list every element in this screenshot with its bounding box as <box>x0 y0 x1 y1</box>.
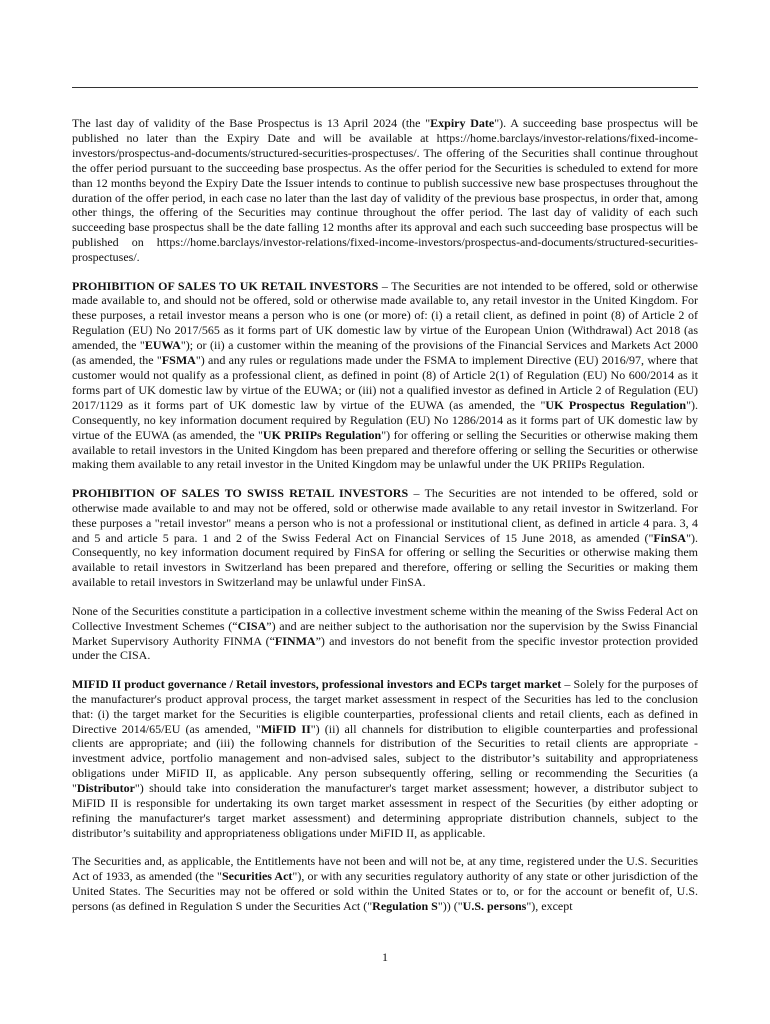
defined-term: MIFID II product governance / Retail investors, professional investors and ECPs target market <box>72 676 562 691</box>
text-run: The Securities and, as applicable, the Entitlements have not been and will not be, at any time, registered under the U.S. Securities Act of 1933, as amended (the " <box>72 854 698 884</box>
paragraph-securities-act <box>72 854 698 914</box>
text-run: ”) and investors do not benefit from the specific investor protection provided under the CISA. <box>72 633 698 663</box>
text-run: – Solely for the purposes of the manufacturer's product approval process, the target market assessment in respect of the Securities has led to the conclusion that: (i) the target market for the Securities is eligible counterparties, professional clients and retail clients, each as defined in Directive 2014/65/EU (as amended, " <box>72 676 698 736</box>
text-run: ") for offering or selling the Securities or otherwise making them available to retail investors in the United Kingdom has been prepared and therefore offering or selling the Securities or otherwise making them available to any retail investor in the United Kingdom may be unlawful under the UK PRIIPs Regulation. <box>72 427 698 472</box>
text-run: ") (ii) all channels for distribution to eligible counterparties and professional clients are appropriate; and (iii) the following channels for distribution of the Securities to retail clients are appropriate - investment advice, portfolio management and non-advised sales, subject to the distributor’s suitability and appropriateness obligations under MiFID II, as applicable. Any person subsequently offering, selling or recommending the Securities (a " <box>72 721 698 796</box>
text-run: None of the Securities constitute a participation in a collective investment scheme within the meaning of the Swiss Federal Act on Collective Investment Schemes (“ <box>72 603 698 633</box>
text-run: ") and any rules or regulations made under the FSMA to implement Directive (EU) 2016/97, where that customer would not qualify as a professional client, as defined in point (8) of Article 2(1) of Regulation (EU) No 600/2014 as it forms part of UK domestic law by virtue of the EUWA; or (iii) not a qualified investor as defined in Article 2 of Regulation (EU) 2017/1129 as it forms part of UK domestic law by virtue of the EUWA (as amended, the " <box>72 353 699 412</box>
defined-term: FINMA <box>274 633 316 648</box>
defined-term: EUWA <box>144 338 181 353</box>
text-run: – The Securities are not intended to be offered, sold or otherwise made available to, and should not be offered, sold or otherwise made available to, any retail investor in the United Kingdom. For these purposes, a retail investor means a person who is one (or more) of: (i) a retail client, as defined in point (8) of Article 2 of Regulation (EU) No 2017/565 as it forms part of UK domestic law by virtue of the European Union (Withdrawal) Act 2018 (as amended, the " <box>72 278 698 353</box>
text-run: "), or with any securities regulatory authority of any state or other jurisdiction of the United States. The Securities may not be offered or sold within the United States or to, or for the account or benefit of, U.S. persons (as defined in Regulation S under the Securities Act (" <box>72 869 699 913</box>
defined-term: Regulation S <box>372 899 438 913</box>
text-run: ")) (" <box>437 899 463 913</box>
paragraph-swiss-retail-prohibition <box>72 486 698 590</box>
paragraph-cisa <box>72 604 698 664</box>
defined-term: U.S. persons <box>462 899 527 913</box>
body-text <box>72 116 698 927</box>
text-run: The last day of validity of the Base Prospectus is 13 April 2024 (the " <box>72 116 431 130</box>
defined-term: UK Prospectus Regulation <box>545 397 687 412</box>
text-run: "). Consequently, no key information document required by Regulation (EU) No 1286/2014 as it forms part of UK domestic law by virtue of the EUWA (as amended, the " <box>72 397 698 442</box>
text-run: "), except <box>526 899 573 913</box>
defined-term: UK PRIIPs Regulation <box>262 427 382 442</box>
text-run: "). A succeeding base prospectus will be published no later than the Expiry Date and will be available at https://home.barclays/investor-relations/fixed-income-investors/prospectus-and-documents/structured-securities-prospectuses/. The offering of the Securities shall continue throughout the offer period pursuant to the succeeding base prospectus. As the offer period for the Securities is scheduled to extend for more than 12 months beyond the Expiry Date the Issuer intends to continue to publish successive new base prospectuses throughout the duration of the offer period, in each case no later than the last day of validity of the previous base prospectus, in order that, among other things, the offering of the Securities may continue throughout the offer period. The last day of validity of each such succeeding base prospectus shall be the date falling 12 months after its approval and each such succeeding base prospectus will be published on https://home.barclays/investor-relations/fixed-income-investors/prospectus-and-documents/structured-securities-prospectuses/. <box>72 116 698 265</box>
paragraph-uk-retail-prohibition <box>72 279 698 473</box>
defined-term: FSMA <box>161 353 196 368</box>
text-run: – The Securities are not intended to be offered, sold or otherwise made available to and may not be offered, sold or otherwise made available to any retail investor in Switzerland. For these purposes a "retail investor" means a person who is not a professional or institutional client, as defined in article 4 para. 3, 4 and 5 and article 5 para. 1 and 2 of the Swiss Federal Act on Financial Services of 15 June 2018, as amended (" <box>72 485 698 545</box>
text-run: "). Consequently, no key information document required by FinSA for offering or selling the Securities or otherwise making them available to retail investors in Switzerland has been prepared and therefore, offering or selling the Securities or making them available to retail investors in Switzerland may be unlawful under FinSA. <box>72 530 698 590</box>
page-number: 1 <box>382 950 388 964</box>
defined-term: Securities Act <box>221 869 293 884</box>
text-run: "); or (ii) a customer within the meaning of the provisions of the Financial Services and Markets Act 2000 (as amended, the " <box>72 338 699 368</box>
defined-term: CISA <box>237 618 267 633</box>
header-rule <box>72 87 698 88</box>
defined-term: PROHIBITION OF SALES TO UK RETAIL INVESTORS <box>72 278 379 293</box>
defined-term: MiFID II <box>260 721 311 736</box>
defined-term: Distributor <box>76 781 135 796</box>
defined-term: FinSA <box>653 530 687 545</box>
text-run: ") should take into consideration the manufacturer's target market assessment; however, a distributor subject to MiFID II is responsible for undertaking its own target market assessment in respect of the Securities (by either adopting or refining the manufacturer's target market assessment) and determining appropriate distribution channels, subject to the distributor’s suitability and appropriateness obligations under MiFID II, as applicable. <box>72 781 698 840</box>
paragraph-expiry-date <box>72 116 698 265</box>
paragraph-mifid-governance <box>72 677 698 841</box>
defined-term: PROHIBITION OF SALES TO SWISS RETAIL INVESTORS <box>72 485 409 500</box>
defined-term: Expiry Date <box>430 116 495 130</box>
text-run: ”) and are neither subject to the authorisation nor the supervision by the Swiss Financial Market Supervisory Authority FINMA (“ <box>72 618 698 648</box>
